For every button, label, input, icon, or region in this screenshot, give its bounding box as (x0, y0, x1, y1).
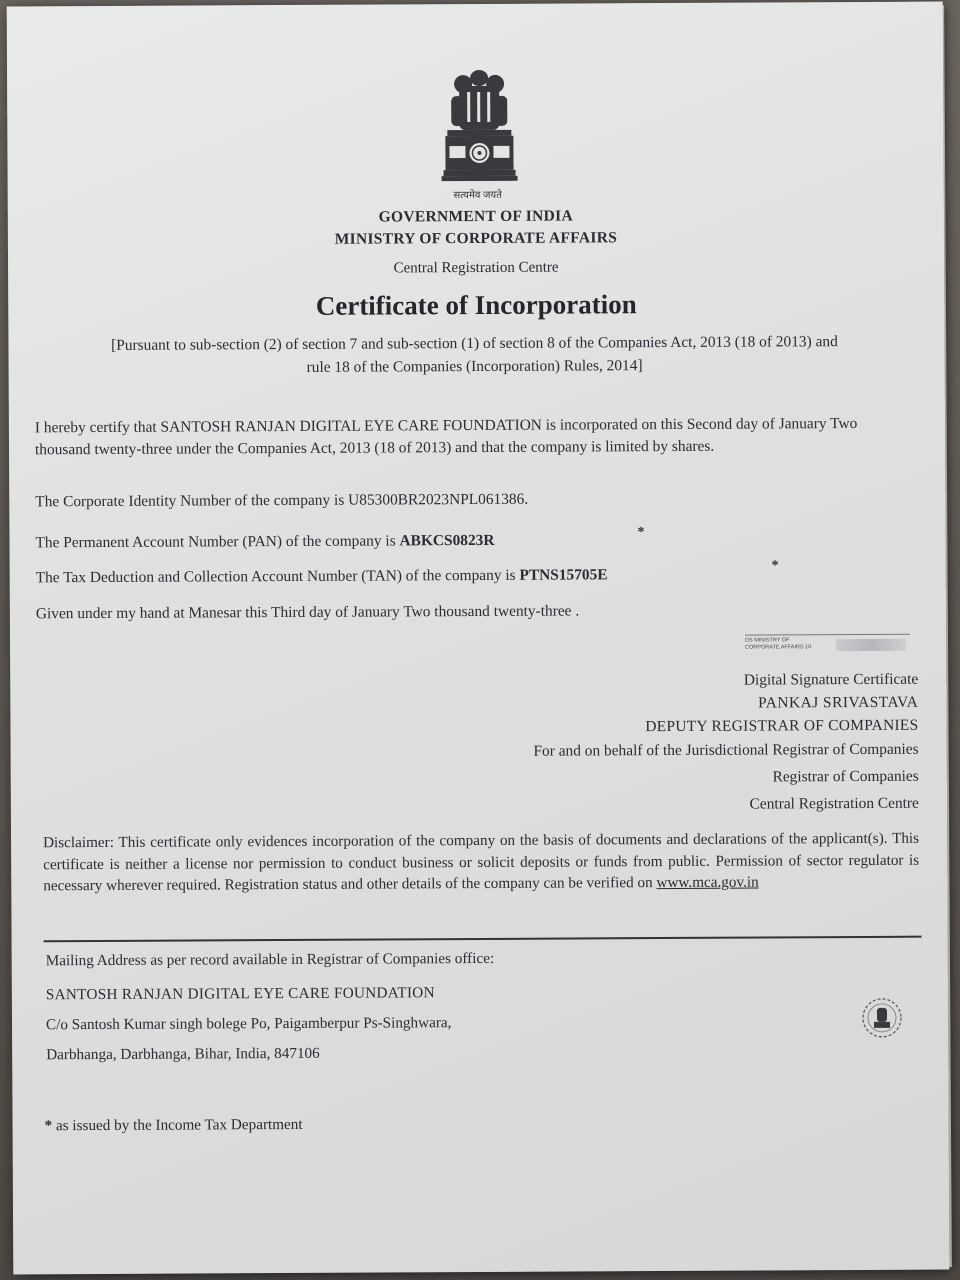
national-emblem-icon (437, 68, 522, 188)
signatory-name: PANKAJ SRIVASTAVA (758, 693, 919, 712)
given-under-hand-line: Given under my hand at Manesar this Third day of January Two thousand twenty-three . (35, 602, 580, 623)
pan-asterisk: * (637, 525, 645, 541)
pan-line (35, 528, 905, 555)
government-heading: GOVERNMENT OF INDIA (378, 207, 573, 226)
pan-label: The Permanent Account Number (PAN) of the company is (35, 532, 396, 552)
pursuant-clause (34, 330, 914, 381)
certificate-title: Certificate of Incorporation (315, 289, 637, 321)
on-behalf-line: For and on behalf of the Jurisdictional Registrar of Companies (533, 740, 919, 760)
cin-value: U85300BR2023NPL061386. (348, 490, 529, 509)
tan-value: PTNS15705E (519, 566, 608, 584)
footnote (45, 1116, 303, 1135)
signatory-designation: DEPUTY REGISTRAR OF COMPANIES (645, 716, 919, 736)
digital-signature-stamp (745, 634, 910, 660)
pan-value: ABKCS0823R (399, 531, 495, 550)
pursuant-line-1: [Pursuant to sub-section (2) of section 7 and sub-section (1) of section 8 of the Companies Act, 2013 (18 of 2013) and (111, 333, 838, 354)
disclaimer-paragraph (43, 828, 919, 897)
pursuant-line-2: rule 18 of the Companies (Incorporation) Rules, 2014] (306, 357, 643, 376)
cin-line (35, 487, 905, 514)
footnote-asterisk: * (44, 1117, 53, 1135)
emblem-motto: सत्यमेव जयते (453, 189, 502, 202)
registration-centre-heading: Central Registration Centre (393, 259, 559, 277)
mailing-address-line-1: C/o Santosh Kumar singh bolege Po, Paigamberpur Ps-Singhwara, (45, 1014, 452, 1034)
section-divider (44, 936, 922, 943)
signature-certificate-label: Digital Signature Certificate (743, 670, 919, 689)
signature-centre-line: Central Registration Centre (749, 794, 919, 813)
tan-label: The Tax Deduction and Collection Account Number (TAN) of the company is (35, 566, 516, 587)
signature-blur (836, 639, 906, 651)
emblem-seal-icon (860, 996, 904, 1040)
stamp-line-2: CORPORATE AFFAIRS 10 (745, 644, 812, 651)
stamp-line-1: DS MINISTRY OF (745, 637, 790, 644)
mailing-company-name: SANTOSH RANJAN DIGITAL EYE CARE FOUNDATION (45, 984, 435, 1004)
footnote-text: as issued by the Income Tax Department (55, 1115, 303, 1135)
certification-paragraph: I hereby certify that SANTOSH RANJAN DIGITAL EYE CARE FOUNDATION is incorporated on this Second day of January Two thousand twenty-three under the Companies Act, 2013 (18 of 2013) and that the company is limited by shares. (34, 415, 858, 459)
tan-asterisk: * (771, 558, 779, 574)
mailing-address-heading: Mailing Address as per record available in Registrar of Companies office: (45, 949, 495, 970)
registrar-line: Registrar of Companies (772, 767, 919, 786)
mca-website-link[interactable]: www.mca.gov.in (656, 873, 759, 892)
ministry-heading: MINISTRY OF CORPORATE AFFAIRS (334, 229, 618, 248)
certificate-page (7, 2, 950, 1275)
mailing-address-line-2: Darbhanga, Darbhanga, Bihar, India, 847106 (46, 1044, 320, 1064)
disclaimer-text: Disclaimer: This certificate only evidences incorporation of the company on the basis of documents and declarations of the applicant(s). This certificate is neither a license nor permission to conduct business or solicit deposits or funds from public. Permission of sector regulator is necessary wherever required. Registration status and other details of the company can be verified on (43, 829, 920, 895)
cin-label: The Corporate Identity Number of the company is (35, 491, 345, 511)
